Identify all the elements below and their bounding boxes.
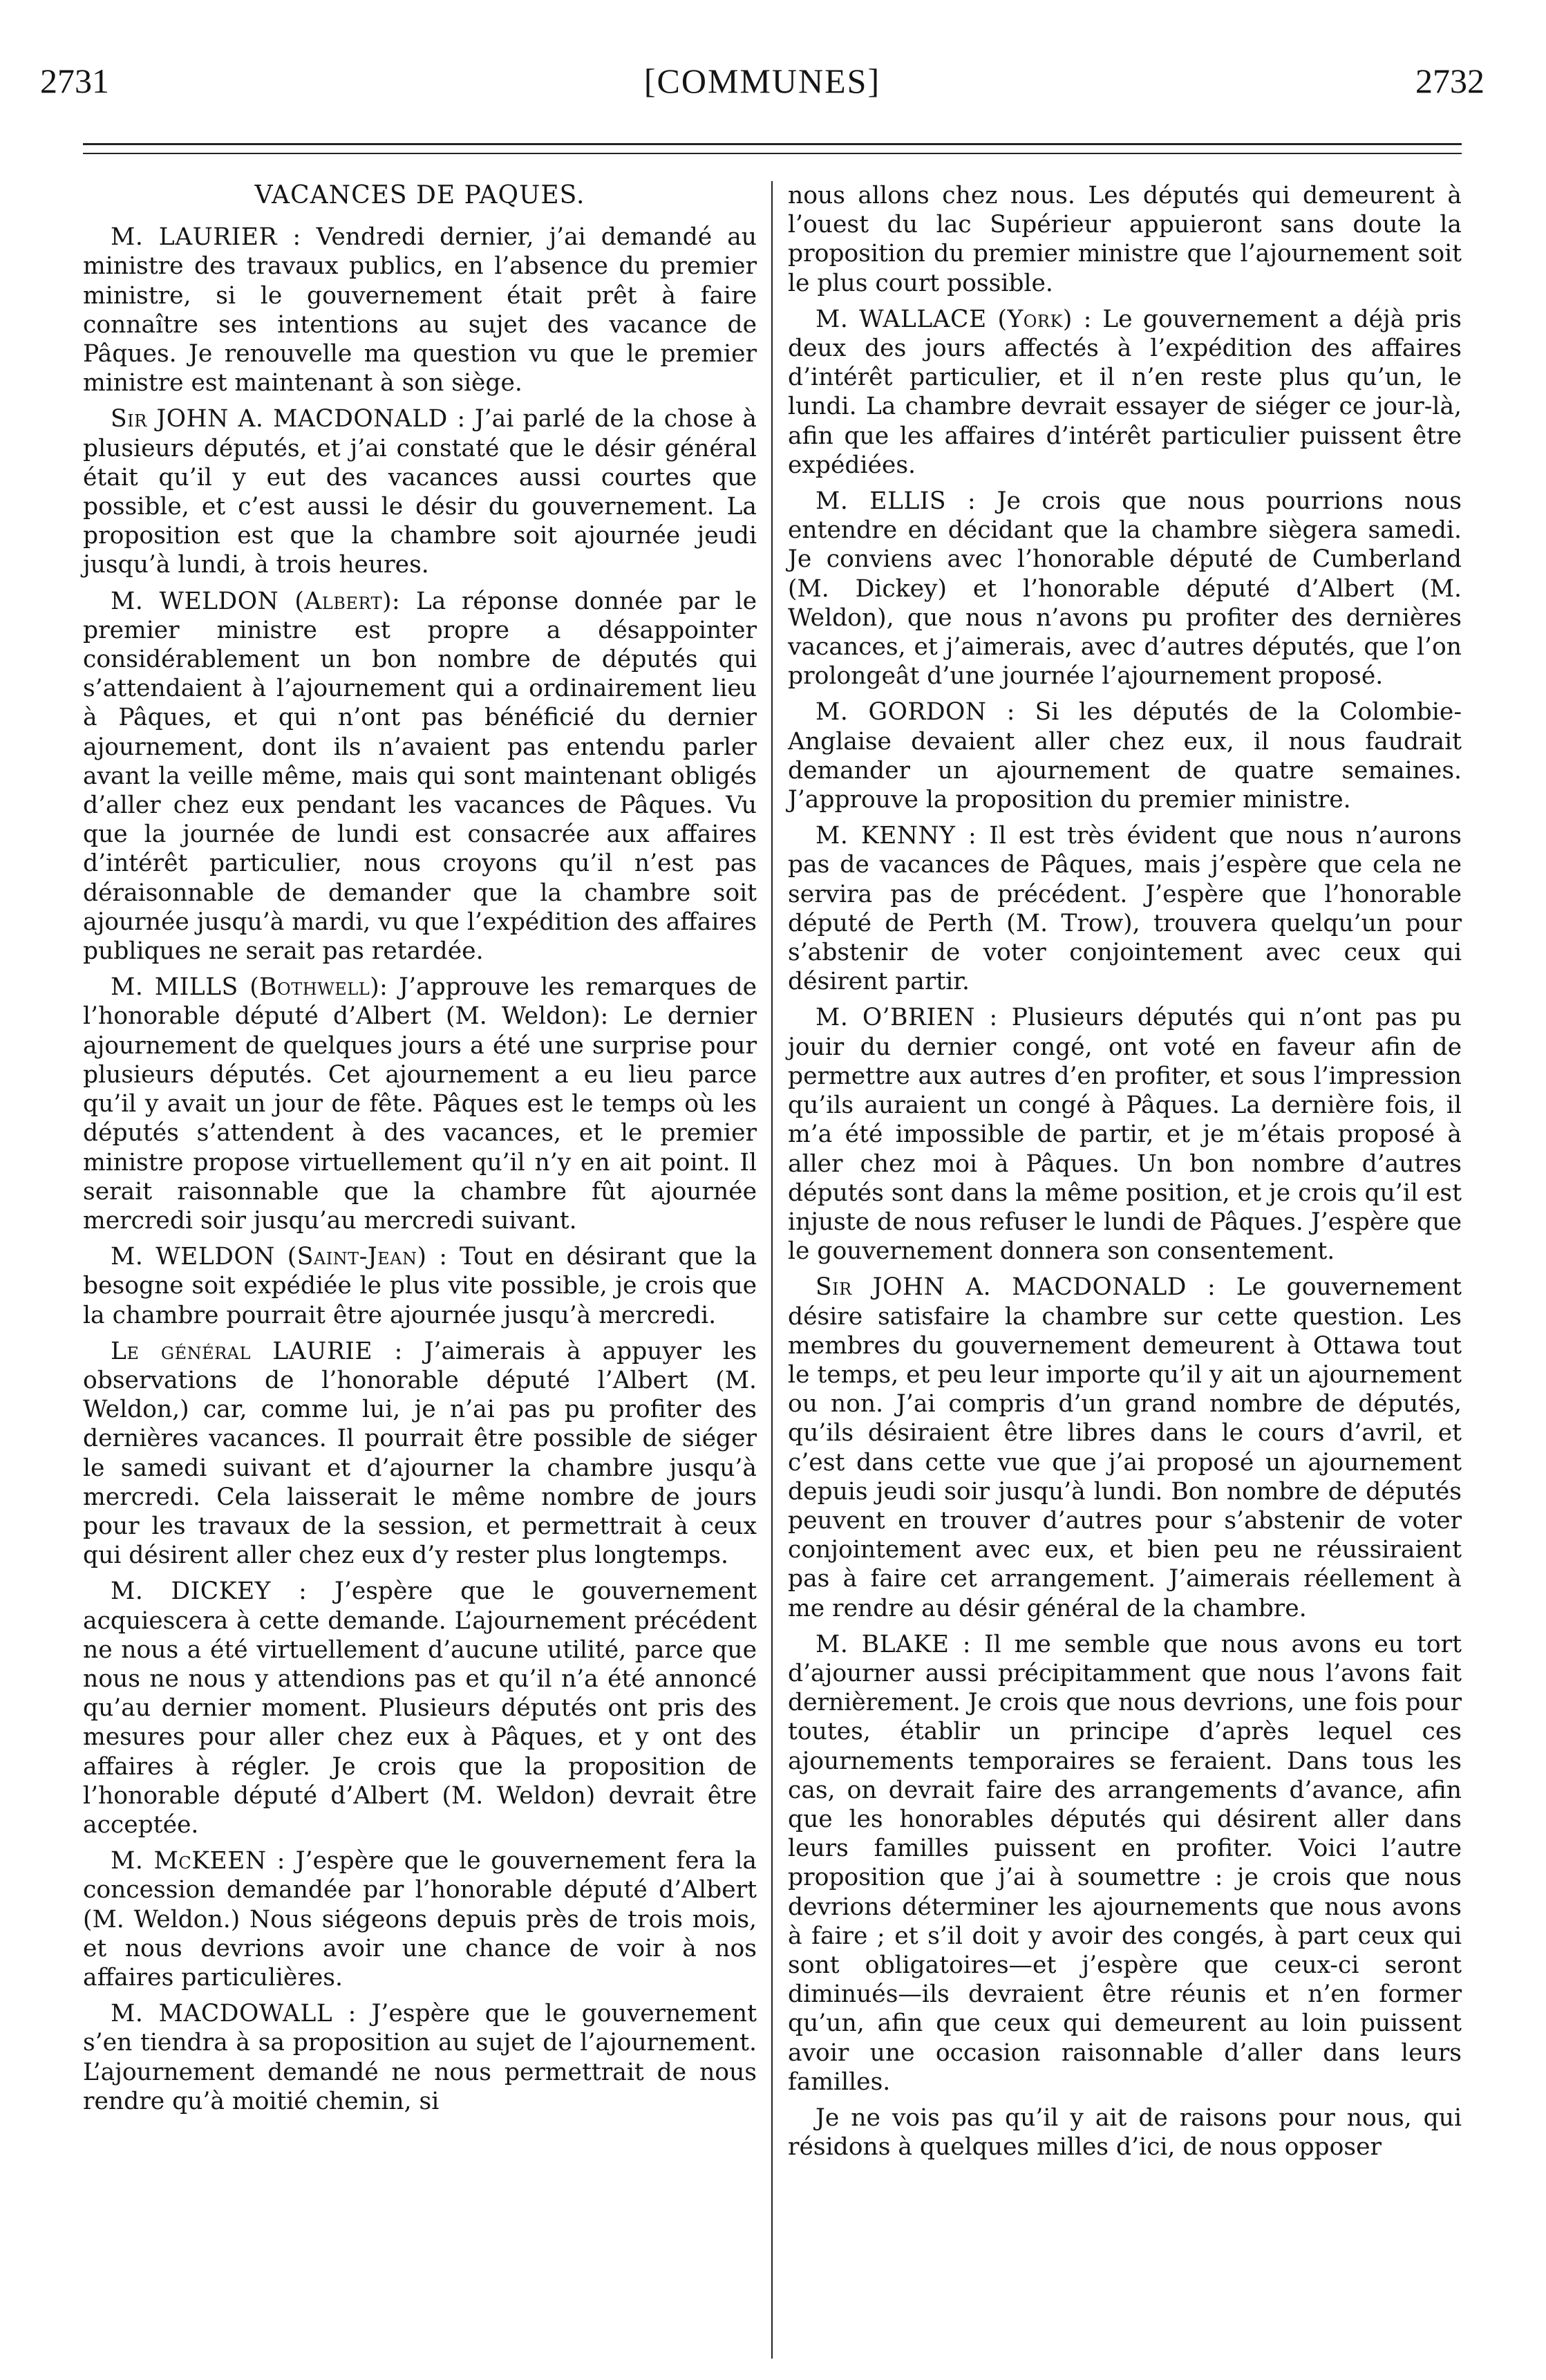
speech-text: La réponse donnée par le premier ministre est propre a désappointer considérablement un bon nombre de députés qui s’attendaient à l’ajournement qui a ordinairement lieu à Pâques, et qui n’ont pas bénéficié du dernier ajournement, dont ils n’avaient pas entendu parler avant la veille même, mais qui sont maintenant obligés d’aller chez eux pendant les vacances de Pâques. Vu que la journée de lundi est consacrée aux affaires d’intérêt particulier, nous croyons qu’il n’est pas déraisonnable de demander que la chambre soit ajournée jusqu’à mardi, vu que l’expédition des affaires publiques ne serait pas retardée. xyxy=(83,587,757,966)
speech-paragraph xyxy=(788,1273,1462,1622)
speech-text: Je crois que nous pourrions nous entendre en décidant que la chambre siègera samedi. Je conviens avec l’honorable député de Cumberland (M. Dickey) et l’honorable député d’Albert (M. Weldon), que nous n’avons pu profiter des dernières vacances, et j’aimerais, avec d’autres députés, que l’on prolongeât d’une journée l’ajournement proposé. xyxy=(788,487,1462,691)
speech-text: J’approuve les remarques de l’honorable député d’Albert (M. Weldon): Le dernier ajournement de quelques jours a été une surprise pour plusieurs députés. Cet ajournement a eu lieu parce qu’il y avait un jour de fête. Pâques est le temps où les députés s’attendent à des vacances, et le premier ministre propose virtuellement qu’il n’y en ait point. Il serait raisonnable que la chambre fût ajournée mercredi soir jusqu’au mercredi suivant. xyxy=(83,973,757,1235)
speech-paragraph xyxy=(83,1999,757,2116)
speech-text: Tout en désirant que la besogne soit expédiée le plus vite possible, je crois que la chambre pourrait être ajournée jusqu’à mercredi. xyxy=(83,1243,757,1329)
speech-paragraph xyxy=(788,305,1462,480)
speech-paragraph xyxy=(788,1630,1462,2097)
speech-paragraph xyxy=(83,1337,757,1571)
speaker-name: Sir JOHN A. MACDONALD : xyxy=(816,1273,1216,1302)
column-divider xyxy=(771,181,773,2359)
speaker-name: Sir JOHN A. MACDONALD : xyxy=(111,405,466,433)
speech-text: J’ai parlé de la chose à plusieurs députés, et j’ai constaté que le désir général était qu’il y eut des vacances aussi courtes que possible, et c’est aussi le désir du gouvernement. La proposition est que la chambre soit ajournée jeudi jusqu’à lundi, à trois heures. xyxy=(83,405,757,579)
speech-text: J’espère que le gouvernement acquiescera à cette demande. L’ajournement précédent ne nous a été virtuellement d’aucune utilité, parce que nous ne nous y attendions pas et qu’il n’a été annoncé qu’au dernier moment. Plusieurs députés ont pris des mesures pour aller chez eux à Pâques, et y ont des affaires à régler. Je crois que la proposition de l’honorable député d’Albert (M. Weldon) devrait être acceptée. xyxy=(83,1577,757,1839)
speech-text: nous allons chez nous. Les députés qui demeurent à l’ouest du lac Supérieur appuieront sans doute la proposition du premier ministre que l’ajournement soit le plus court possible. xyxy=(788,182,1462,297)
speech-paragraph xyxy=(788,697,1462,814)
left-column xyxy=(83,181,757,2123)
speech-text: Il me semble que nous avons eu tort d’ajourner aussi précipitamment que nous l’avons fait dernièrement. Je crois que nous devrions, une fois pour toutes, établir un principe d’après lequel ces ajournements temporaires se feraient. Dans tous les cas, on devrait faire des arrangements d’avance, afin que les honorables députés qui désirent aller dans leurs familles puissent en profiter. Voici l’autre proposition que j’ai à soumettre : je crois que nous devrions déterminer les ajournements que nous avons à faire ; et s’il doit y avoir des congés, à part ceux qui sont obligatoires—et j’espère que ceux-ci seront diminués—ils devraient être réunis et n’en former qu’un, afin que ceux qui demeurent au loin puissent avoir une occasion raisonnable d’aller dans leurs familles. xyxy=(788,1630,1462,2096)
speech-text: J’aimerais à appuyer les observations de l’honorable député l’Albert (M. Weldon,) car, comme lui, je n’ai pas pu profiter des dernières vacances. Il pourrait être possible de siéger le samedi suivant et d’ajourner la chambre jusqu’à mercredi. Cela laisserait le même nombre de jours pour les travaux de la session, et permettrait à ceux qui désirent aller chez eux d’y rester plus longtemps. xyxy=(83,1337,757,1570)
speaker-name: M. LAURIER : xyxy=(111,223,301,252)
speaker-name: M. O’BRIEN : xyxy=(816,1004,998,1032)
speaker-name: M. DICKEY : xyxy=(111,1577,308,1606)
speech-text: Plusieurs députés qui n’ont pas pu jouir du dernier congé, ont voté en faveur afin de permettre aux autres d’en profiter, et sous l’impression qu’ils auraient un congé à Pâques. La dernière fois, il m’a été impossible de partir, et je m’étais proposé à aller chez moi à Pâques. Un bon nombre d’autres députés sont dans la même position, et je crois qu’il est injuste de nous refuser le lundi de Pâques. J’espère que le gouvernement donnera son consentement. xyxy=(788,1004,1462,1266)
speech-paragraph xyxy=(83,973,757,1235)
section-heading: VACANCES DE PAQUES. xyxy=(254,181,585,209)
speaker-name: M. MACDOWALL : xyxy=(111,2000,357,2028)
speech-paragraph xyxy=(788,1003,1462,1266)
speech-text: Il est très évident que nous n’aurons pas de vacances de Pâques, mais j’espère que cela ne servira pas de précédent. J’espère que l’honorable député de Perth (M. Trow), trouvera quelqu’un pour s’abstenir de voter conjointement avec ceux qui désirent partir. xyxy=(788,822,1462,996)
speech-paragraph xyxy=(83,1846,757,1992)
speech-paragraph xyxy=(83,1242,757,1330)
speaker-name: M. WALLACE (York) : xyxy=(816,305,1092,333)
speaker-name: M. WELDON (Albert): xyxy=(111,587,401,615)
speech-text: Vendredi dernier, j’ai demandé au ministre des travaux publics, en l’absence du premier ministre, si le gouvernement était prêt à faire connaître ses intentions au sujet des vacance de Pâques. Je renouvelle ma question vu que le premier ministre est maintenant à son siège. xyxy=(83,223,757,397)
speech-paragraph xyxy=(83,223,757,397)
speech-paragraph xyxy=(788,2103,1462,2162)
header-rule-top xyxy=(83,143,1462,145)
speech-text: J’espère que le gouvernement fera la concession demandée par l’honorable député d’Albert (M. Weldon.) Nous siégeons depuis près de trois mois, et nous devrions avoir une chance de voir à nos affaires particulières. xyxy=(83,1847,757,1992)
speech-paragraph xyxy=(788,487,1462,691)
speech-paragraph xyxy=(788,181,1462,298)
running-title: [COMMUNES] xyxy=(643,62,881,100)
header-rule-bottom xyxy=(83,153,1462,154)
speaker-name: M. WELDON (Saint-Jean) : xyxy=(111,1243,448,1271)
speaker-name: Le général LAURIE : xyxy=(111,1337,403,1365)
speech-paragraph xyxy=(83,404,757,579)
right-column xyxy=(788,181,1462,2168)
speech-paragraph xyxy=(83,1577,757,1839)
speech-text: Le gouvernement a déjà pris deux des jours affectés à l’expédition des affaires d’intérêt particulier, et il n’en reste plus qu’un, le lundi. La chambre devrait essayer de siéger ce jour-là, afin que les affaires d’intérêt particulier puissent être expédiées. xyxy=(788,305,1462,479)
speech-text: Si les députés de la Colombie-Anglaise devaient aller chez eux, il nous faudrait demander un ajournement de quatre semaines. J’approuve la proposition du premier ministre. xyxy=(788,698,1462,814)
page-number-right: 2732 xyxy=(1415,62,1484,100)
speaker-name: M. BLAKE : xyxy=(816,1630,972,1658)
speech-text: Le gouvernement désire satisfaire la chambre sur cette question. Les membres du gouvernement demeurent à Ottawa tout le temps, et peu leur importe qu’il y ait un ajournement ou non. J’ai compris d’un grand nombre de députés, qu’ils désiraient être libres dans le cours d’avril, et c’est dans cette vue que j’ai proposé un ajournement depuis jeudi soir jusqu’à lundi. Bon nombre de députés peuvent en trouver d’autres pour s’abstenir de voter conjointement avec eux, et bien peu ne réussiraient pas à faire cet arrangement. J’aimerais réellement à me rendre au désir général de la chambre. xyxy=(788,1273,1462,1622)
speaker-name: M. ELLIS : xyxy=(816,487,977,516)
speaker-name: M. KENNY : xyxy=(816,822,977,850)
page-header xyxy=(40,61,1484,116)
speech-paragraph xyxy=(788,821,1462,996)
speaker-name: M. GORDON : xyxy=(816,698,1015,727)
speech-paragraph xyxy=(83,587,757,966)
speech-text: Je ne vois pas qu’il y ait de raisons pour nous, qui résidons à quelques milles d’ici, de nous opposer xyxy=(788,2104,1462,2162)
speech-text: J’espère que le gouvernement s’en tiendra à sa proposition au sujet de l’ajournement. L’ajournement demandé ne nous permettrait de nous rendre qu’à moitié chemin, si xyxy=(83,2000,757,2115)
speaker-name: M. MILLS (Bothwell): xyxy=(111,973,388,1002)
page-number-left: 2731 xyxy=(40,62,109,100)
speaker-name: M. McKEEN : xyxy=(111,1847,285,1875)
